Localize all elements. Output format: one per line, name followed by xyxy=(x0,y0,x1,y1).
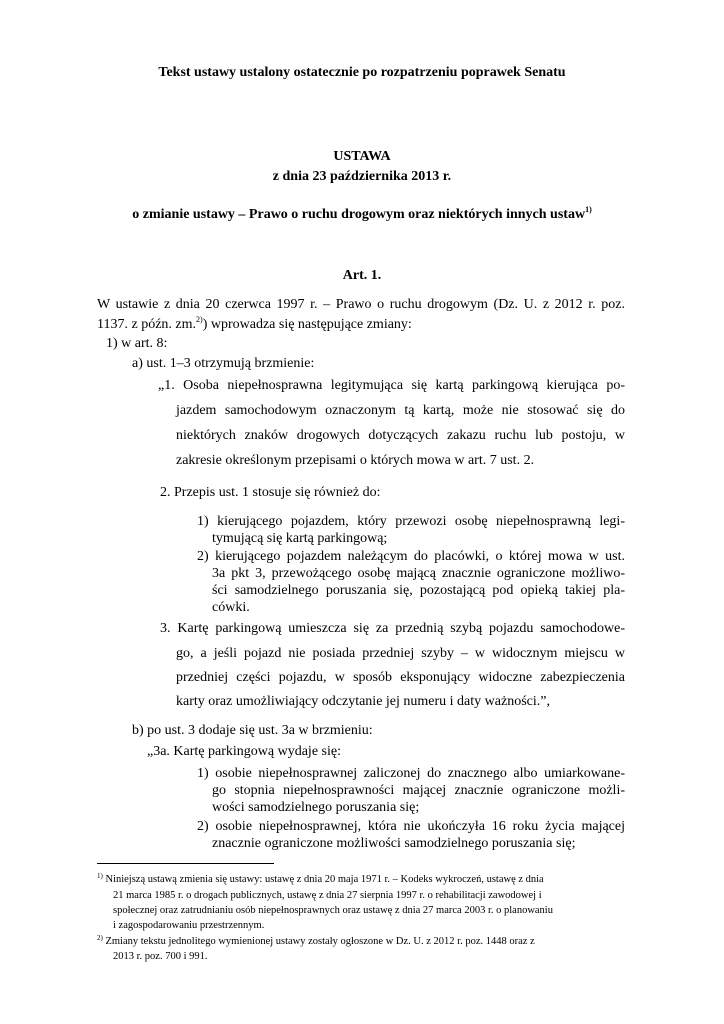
intro-line-2-text: 1137. z późn. zm. xyxy=(97,317,197,332)
intro-line-1: W ustawie z dnia 20 czerwca 1997 r. – Prawo o ruchu drogowym (Dz. U. z 2012 r. poz. xyxy=(97,297,625,312)
footnote-2-marker: 2) xyxy=(97,934,103,942)
ust2-pt2-line-4: cówki. xyxy=(212,600,250,615)
ust3a: „3a. Kartę parkingową wydaje się: xyxy=(147,744,341,759)
footnote-ref-1: 1) xyxy=(585,205,592,214)
ust3a-pt2-line-1: 2) osobie niepełnosprawnej, która nie ukończyła 16 roku życia mającej xyxy=(197,819,625,834)
ust3a-pt1-line-1: 1) osobie niepełnosprawnej zaliczonej do znacznego albo umiarkowane- xyxy=(197,766,625,781)
ust3-line-2: go, a jeśli pojazd nie posiada przedniej szyby – w widocznym miejscu w xyxy=(176,646,625,661)
act-date: z dnia 23 października 2013 r. xyxy=(272,169,452,184)
ust2-pt2-line-2: 3a pkt 3, przewożącego osobę mającą znacznie ograniczone możliwo- xyxy=(212,566,625,581)
ust2-pt1-line-1: 1) kierującego pojazdem, który przewozi osobę niepełnosprawną legi- xyxy=(197,514,625,529)
ust1-line-1: „1. Osoba niepełnosprawna legitymująca się kartą parkingową kierująca po- xyxy=(158,378,625,393)
letter-a: a) ust. 1–3 otrzymują brzmienie: xyxy=(132,356,315,371)
footnote-1-text: Niniejszą ustawą zmienia się ustawy: ustawę z dnia 20 maja 1971 r. – Kodeks wykroczeń, ustawę z dnia xyxy=(105,874,544,885)
footnote-ref-2: 2) xyxy=(196,315,203,324)
ust3a-pt1-line-3: wości samodzielnego poruszania się; xyxy=(212,800,420,815)
ust1-line-2: jazdem samochodowym oznaczonym tą kartą, może nie stosować się do xyxy=(176,403,625,418)
intro-line-2-rest: ) wprowadza się następujące zmiany: xyxy=(202,317,412,332)
ust3a-pt2-line-2: znacznie ograniczone możliwości samodzielnego poruszania się; xyxy=(212,836,576,851)
footnote-1-line-2: 21 marca 1985 r. o drogach publicznych, ustawę z dnia 27 sierpnia 1997 r. o rehabilitacji zawodowej i xyxy=(113,890,542,901)
ust2-pt1-line-2: tymującą się kartą parkingową; xyxy=(212,531,388,546)
footnote-2-text: Zmiany tekstu jednolitego wymienionej ustawy zostały ogłoszone w Dz. U. z 2012 r. poz. 1448 oraz z xyxy=(105,936,535,947)
footnote-1-marker: 1) xyxy=(97,872,103,880)
intro-line-2 xyxy=(97,316,412,334)
ust3-line-1: 3. Kartę parkingową umieszcza się za przednią szybą pojazdu samochodowe- xyxy=(160,621,625,636)
footnote-1-line-1 xyxy=(97,873,544,886)
ust3-line-4: karty oraz umożliwiający odczytanie jej numeru i daty ważności.”, xyxy=(176,694,550,709)
document-header: Tekst ustawy ustalony ostatecznie po rozpatrzeniu poprawek Senatu xyxy=(158,65,566,80)
footnote-1-line-4: i zagospodarowaniu przestrzennym. xyxy=(113,920,265,931)
ust1-line-4: zakresie określonym przepisami o których mowa w art. 7 ust. 2. xyxy=(176,453,535,468)
point-1: 1) w art. 8: xyxy=(106,336,168,351)
ust3a-pt1-line-2: go stopnia niepełnosprawności mającej znacznie ograniczone możli- xyxy=(212,783,625,798)
act-subject xyxy=(0,206,724,224)
footnote-separator xyxy=(97,863,274,864)
act-subject-text: o zmianie ustawy – Prawo o ruchu drogowym oraz niektórych innych ustaw xyxy=(132,207,586,222)
ust2: 2. Przepis ust. 1 stosuje się również do: xyxy=(160,485,381,500)
article-heading: Art. 1. xyxy=(342,268,382,283)
letter-b: b) po ust. 3 dodaje się ust. 3a w brzmieniu: xyxy=(132,723,373,738)
ust1-line-3: niektórych znaków drogowych dotyczących zakazu ruchu lub postoju, w xyxy=(176,428,625,443)
ust2-pt2-line-3: ści samodzielnego poruszania się, pozostającą pod opieką takiej pla- xyxy=(212,583,625,598)
ust3-line-3: przedniej części pojazdu, w sposób eksponujący widoczne zabezpieczenia xyxy=(176,670,625,685)
footnote-1-line-3: społecznej oraz zatrudnianiu osób niepełnosprawnych oraz ustawę z dnia 27 marca 2003 r. o planowaniu xyxy=(113,905,553,916)
act-title: USTAWA xyxy=(333,149,391,164)
footnote-2-line-2: 2013 r. poz. 700 i 991. xyxy=(113,951,208,962)
ust2-pt2-line-1: 2) kierującego pojazdem należącym do placówki, o której mowa w ust. xyxy=(197,549,625,564)
footnote-2-line-1 xyxy=(97,935,535,948)
